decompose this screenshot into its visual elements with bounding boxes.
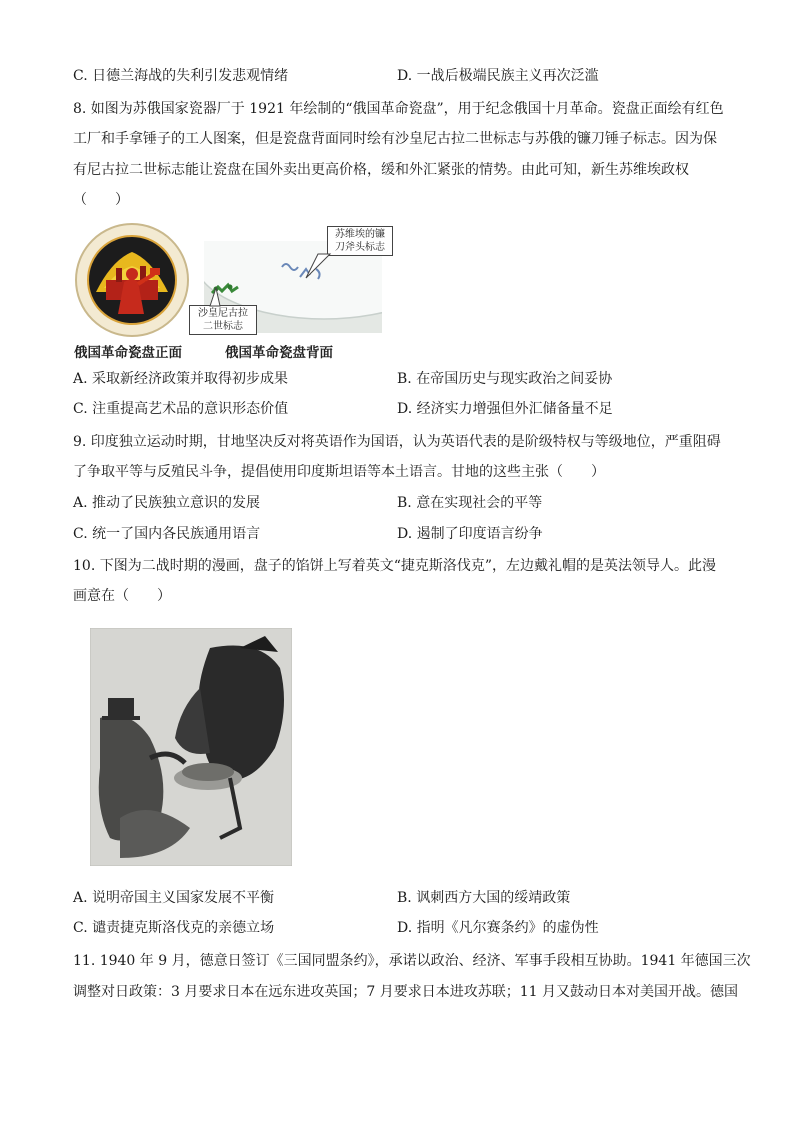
appeasement-cartoon-image (90, 628, 292, 866)
q9-option-d: D. 遏制了印度语言纷争 (397, 526, 543, 542)
q8-option-d: D. 经济实力增强但外汇储备量不足 (397, 401, 613, 417)
q10-option-a: A. 说明帝国主义国家发展不平衡 (73, 890, 275, 906)
q9-option-a: A. 推动了民族独立意识的发展 (73, 495, 261, 511)
callout-tsar-emblem (189, 305, 257, 335)
q11-stem-line-1: 11. 1940 年 9 月，德意日签订《三国同盟条约》，承诺以政治、经济、军事手段相互协助。1941 年德国三次 (73, 953, 751, 969)
option-d-prev: D. 一战后极端民族主义再次泛滥 (397, 68, 599, 84)
callout-soviet-line-1: 苏维埃的镰 (335, 229, 385, 240)
callout-tsar-line-1: 沙皇尼古拉 (198, 308, 248, 319)
q10-stem-line-2: 画意在（ ） (73, 588, 171, 604)
q8-stem-line-3: 有尼古拉二世标志能让瓷盘在国外卖出更高价格，缓和外汇紧张的情势。由此可知，新生苏维埃政权 (73, 162, 689, 178)
q11-stem-line-2: 调整对日政策：3 月要求日本在远东进攻英国；7 月要求日本进攻苏联；11 月又鼓动日本对美国开战。德国 (73, 984, 738, 1000)
callout-tsar-pointer (206, 286, 226, 308)
caption-plate-front: 俄国革命瓷盘正面 (74, 345, 182, 361)
callout-soviet-pointer (300, 252, 334, 282)
q9-stem-line-2: 了争取平等与反殖民斗争，提倡使用印度斯坦语等本土语言。甘地的这些主张（ ） (73, 464, 605, 480)
q10-stem-line-1: 10. 下图为二战时期的漫画，盘子的馅饼上写着英文“捷克斯洛伐克”，左边戴礼帽的是英法领导人。此漫 (73, 558, 717, 574)
q8-stem-line-1: 8. 如图为苏俄国家瓷器厂于 1921 年绘制的“俄国革命瓷盘”，用于纪念俄国十月革命。瓷盘正面绘有红色 (73, 101, 724, 117)
q9-option-b: B. 意在实现社会的平等 (397, 495, 543, 511)
caption-plate-back: 俄国革命瓷盘背面 (225, 345, 333, 361)
q10-option-c: C. 谴责捷克斯洛伐克的亲德立场 (73, 920, 275, 936)
callout-soviet-line-2: 刀斧头标志 (335, 242, 385, 253)
plate-front-image (74, 222, 190, 338)
callout-soviet-emblem (327, 226, 393, 256)
q8-option-c: C. 注重提高艺术品的意识形态价值 (73, 401, 289, 417)
q8-answer-blank: （ ） (73, 192, 129, 208)
q8-option-b: B. 在帝国历史与现实政治之间妥协 (397, 371, 613, 387)
q8-stem-line-2: 工厂和手拿锤子的工人图案，但是瓷盘背面同时绘有沙皇尼古拉二世标志与苏俄的镰刀锤子标志。因为保 (73, 131, 717, 147)
q10-option-d: D. 指明《凡尔赛条约》的虚伪性 (397, 920, 599, 936)
callout-tsar-line-2: 二世标志 (203, 321, 243, 332)
q8-option-a: A. 采取新经济政策并取得初步成果 (73, 371, 289, 387)
q9-stem-line-1: 9. 印度独立运动时期，甘地坚决反对将英语作为国语，认为英语代表的是阶级特权与等级地位，严重阻碍 (73, 434, 721, 450)
option-c-prev: C. 日德兰海战的失利引发悲观情绪 (73, 68, 289, 84)
q9-option-c: C. 统一了国内各民族通用语言 (73, 526, 261, 542)
q10-option-b: B. 讽刺西方大国的绥靖政策 (397, 890, 571, 906)
